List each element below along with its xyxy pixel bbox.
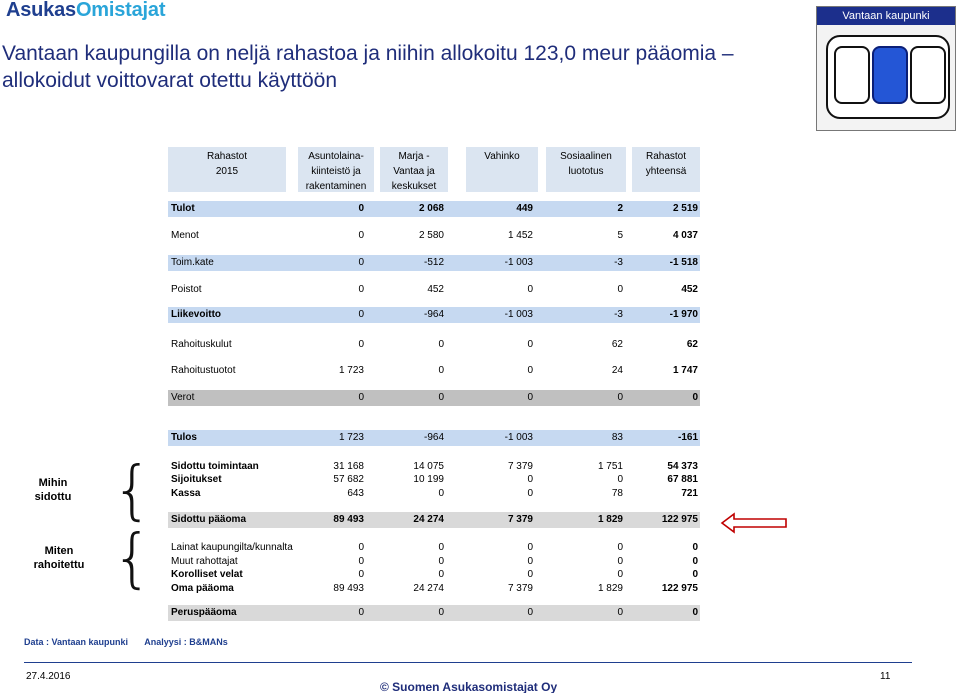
col-header-3-l2: Vahinko: [484, 151, 520, 162]
col-header-5-l1: Rahastot: [645, 151, 687, 162]
footer-sources: [24, 637, 242, 647]
row-label: Kassa: [171, 488, 201, 499]
cell: 643: [347, 488, 364, 499]
cell: -512: [423, 257, 444, 268]
col-header-2-l1: Marja -: [398, 151, 430, 162]
row-label: Lainat kaupungilta/kunnalta: [171, 542, 293, 553]
cell: -1 970: [669, 309, 698, 320]
cell: -3: [614, 309, 623, 320]
row-label: Rahoitustuotot: [171, 365, 236, 376]
cell: 0: [358, 607, 364, 618]
cell: 4 037: [672, 230, 698, 241]
cell: 0: [527, 339, 533, 350]
cell: -1 003: [504, 257, 533, 268]
cell: 78: [611, 488, 623, 499]
cell: 452: [427, 284, 444, 295]
side-label-mihin-l1: Mihin: [38, 477, 68, 489]
cell: 7 379: [507, 514, 533, 525]
table-row: [168, 364, 700, 378]
row-label: Oma pääoma: [171, 583, 234, 594]
page-number: 11: [880, 671, 891, 682]
cell: 0: [438, 542, 444, 553]
cell: 2 068: [418, 203, 444, 214]
cell: 2: [617, 203, 623, 214]
cell: 0: [617, 284, 623, 295]
cell: 5: [617, 230, 623, 241]
cell: 89 493: [333, 583, 364, 594]
cell: 1 452: [507, 230, 533, 241]
side-label-mihin: [30, 476, 76, 504]
cell: 10 199: [413, 474, 444, 485]
side-label-miten: [30, 544, 88, 572]
side-label-mihin-l2: sidottu: [34, 491, 72, 503]
cell: 0: [527, 392, 533, 403]
cell: 2 580: [418, 230, 444, 241]
map-cell-2-highlighted: [872, 46, 908, 104]
cell: 0: [358, 339, 364, 350]
cell: 0: [527, 607, 533, 618]
cell: 83: [611, 432, 623, 443]
cell: 0: [617, 569, 623, 580]
cell: -1 003: [504, 309, 533, 320]
row-label: Rahoituskulut: [171, 339, 232, 350]
cell: 1 829: [597, 583, 623, 594]
table-row: [168, 582, 700, 596]
footer-date: 27.4.2016: [26, 671, 71, 682]
col-header-1-l3: rakentaminen: [305, 181, 367, 192]
col-header-2: [380, 147, 448, 192]
col-header-2-l3: keskukset: [391, 181, 437, 192]
cell: 0: [358, 556, 364, 567]
table-row: [168, 460, 700, 474]
cell: 0: [617, 556, 623, 567]
left-arrow-outline-icon: [720, 512, 788, 534]
map-cell-1: [834, 46, 870, 104]
left-brace-icon: {: [112, 454, 153, 528]
table-row: [168, 473, 700, 487]
cell: 1 829: [597, 514, 623, 525]
cell: 89 493: [333, 514, 364, 525]
row-label: Liikevoitto: [171, 309, 222, 320]
cell: 0: [527, 488, 533, 499]
logo: [6, 0, 165, 22]
col-header-0-l2: 2015: [215, 166, 239, 177]
cell: 1 751: [597, 461, 623, 472]
col-header-5-l2: yhteensä: [645, 166, 687, 177]
cell: 0: [358, 203, 364, 214]
cell: 24 274: [413, 514, 444, 525]
cell: 0: [358, 284, 364, 295]
cell: 0: [617, 474, 623, 485]
table-row: [168, 256, 700, 270]
col-header-4-l3: luototus: [568, 166, 604, 177]
col-header-5: [632, 147, 700, 192]
cell: 0: [527, 474, 533, 485]
footer-data-source: Data : Vantaan kaupunki: [24, 637, 129, 647]
cell: 0: [527, 542, 533, 553]
cell: 0: [438, 607, 444, 618]
cell: 24 274: [413, 583, 444, 594]
cell: 0: [692, 569, 698, 580]
cell: 62: [611, 339, 623, 350]
cell: 31 168: [333, 461, 364, 472]
cell: 0: [438, 339, 444, 350]
vantaa-map-box: [816, 6, 956, 131]
cell: 0: [692, 607, 698, 618]
col-header-2-l2: Vantaa ja: [393, 166, 435, 177]
table-row: [168, 308, 700, 322]
cell: 7 379: [507, 461, 533, 472]
col-header-1-l1: Asuntolaina-: [308, 151, 364, 162]
cell: 0: [692, 542, 698, 553]
vantaa-map-icon: [826, 35, 950, 119]
side-label-miten-l1: Miten: [44, 545, 74, 557]
left-brace-icon: {: [112, 522, 153, 596]
cell: 0: [358, 569, 364, 580]
table-row: [168, 391, 700, 405]
cell: 14 075: [413, 461, 444, 472]
logo-part2: Omistajat: [75, 0, 166, 21]
table-row: [168, 606, 700, 620]
cell: 0: [527, 569, 533, 580]
row-label: Sidottu pääoma: [171, 514, 247, 525]
cell: 122 975: [661, 514, 698, 525]
table-row: [168, 555, 700, 569]
cell: 0: [358, 542, 364, 553]
row-label: Korolliset velat: [171, 569, 243, 580]
cell: 1 723: [338, 365, 364, 376]
cell: 0: [527, 365, 533, 376]
col-header-1: [298, 147, 374, 192]
cell: 0: [617, 392, 623, 403]
footer-divider: [24, 662, 912, 663]
row-label: Tulos: [171, 432, 197, 443]
cell: 0: [692, 556, 698, 567]
cell: 0: [358, 392, 364, 403]
cell: 24: [611, 365, 623, 376]
side-label-miten-l2: rahoitettu: [33, 559, 85, 571]
cell: 0: [358, 257, 364, 268]
map-cell-3: [910, 46, 946, 104]
table-row: [168, 229, 700, 243]
row-label: Tulot: [171, 203, 195, 214]
cell: -161: [677, 432, 698, 443]
cell: 0: [438, 556, 444, 567]
row-label: Poistot: [171, 284, 202, 295]
cell: 0: [358, 230, 364, 241]
cell: 0: [527, 556, 533, 567]
logo-part1: Asukas: [6, 0, 76, 21]
col-header-0-l1: Rahastot: [206, 151, 248, 162]
cell: 2 519: [672, 203, 698, 214]
row-label: Peruspääoma: [171, 607, 237, 618]
col-header-4-l2: Sosiaalinen: [560, 151, 612, 162]
cell: -964: [423, 309, 444, 320]
cell: -3: [614, 257, 623, 268]
row-label: Muut rahottajat: [171, 556, 238, 567]
table-row: [168, 487, 700, 501]
cell: 0: [358, 309, 364, 320]
row-label: Sijoitukset: [171, 474, 222, 485]
row-label: Menot: [171, 230, 199, 241]
col-header-3: [466, 147, 538, 192]
slide-title: Vantaan kaupungilla on neljä rahastoa ja niihin allokoitu 123,0 meur pääomia – allokoidut voittovarat otettu käyttöön: [2, 42, 734, 92]
cell: 1 747: [672, 365, 698, 376]
col-header-1-l2: kiinteistö ja: [311, 166, 361, 177]
cell: 7 379: [507, 583, 533, 594]
map-box-title: Vantaan kaupunki: [817, 7, 955, 25]
row-label: Toim.kate: [171, 257, 214, 268]
cell: 0: [527, 284, 533, 295]
cell: 1 723: [338, 432, 364, 443]
cell: -964: [423, 432, 444, 443]
cell: 67 881: [667, 474, 698, 485]
cell: 62: [686, 339, 698, 350]
cell: 449: [516, 203, 533, 214]
cell: 0: [692, 392, 698, 403]
table-row: [168, 541, 700, 555]
cell: 452: [681, 284, 698, 295]
table-row: [168, 202, 700, 216]
cell: -1 518: [669, 257, 698, 268]
row-label: Sidottu toimintaan: [171, 461, 259, 472]
table-row: [168, 283, 700, 297]
table-row: [168, 568, 700, 582]
cell: 122 975: [661, 583, 698, 594]
table-row: [168, 338, 700, 352]
cell: 0: [438, 365, 444, 376]
col-header-4: [546, 147, 626, 192]
cell: 721: [681, 488, 698, 499]
cell: -1 003: [504, 432, 533, 443]
table-row: [168, 431, 700, 445]
cell: 0: [438, 569, 444, 580]
footer-analysis: Analyysi : B&MANs: [144, 637, 228, 647]
cell: 0: [617, 607, 623, 618]
footer-copyright: © Suomen Asukasomistajat Oy: [380, 680, 558, 693]
cell: 57 682: [333, 474, 364, 485]
col-header-0: [168, 147, 286, 192]
table-row: [168, 513, 700, 527]
cell: 54 373: [667, 461, 698, 472]
cell: 0: [438, 392, 444, 403]
cell: 0: [438, 488, 444, 499]
row-label: Verot: [171, 392, 195, 403]
cell: 0: [617, 542, 623, 553]
